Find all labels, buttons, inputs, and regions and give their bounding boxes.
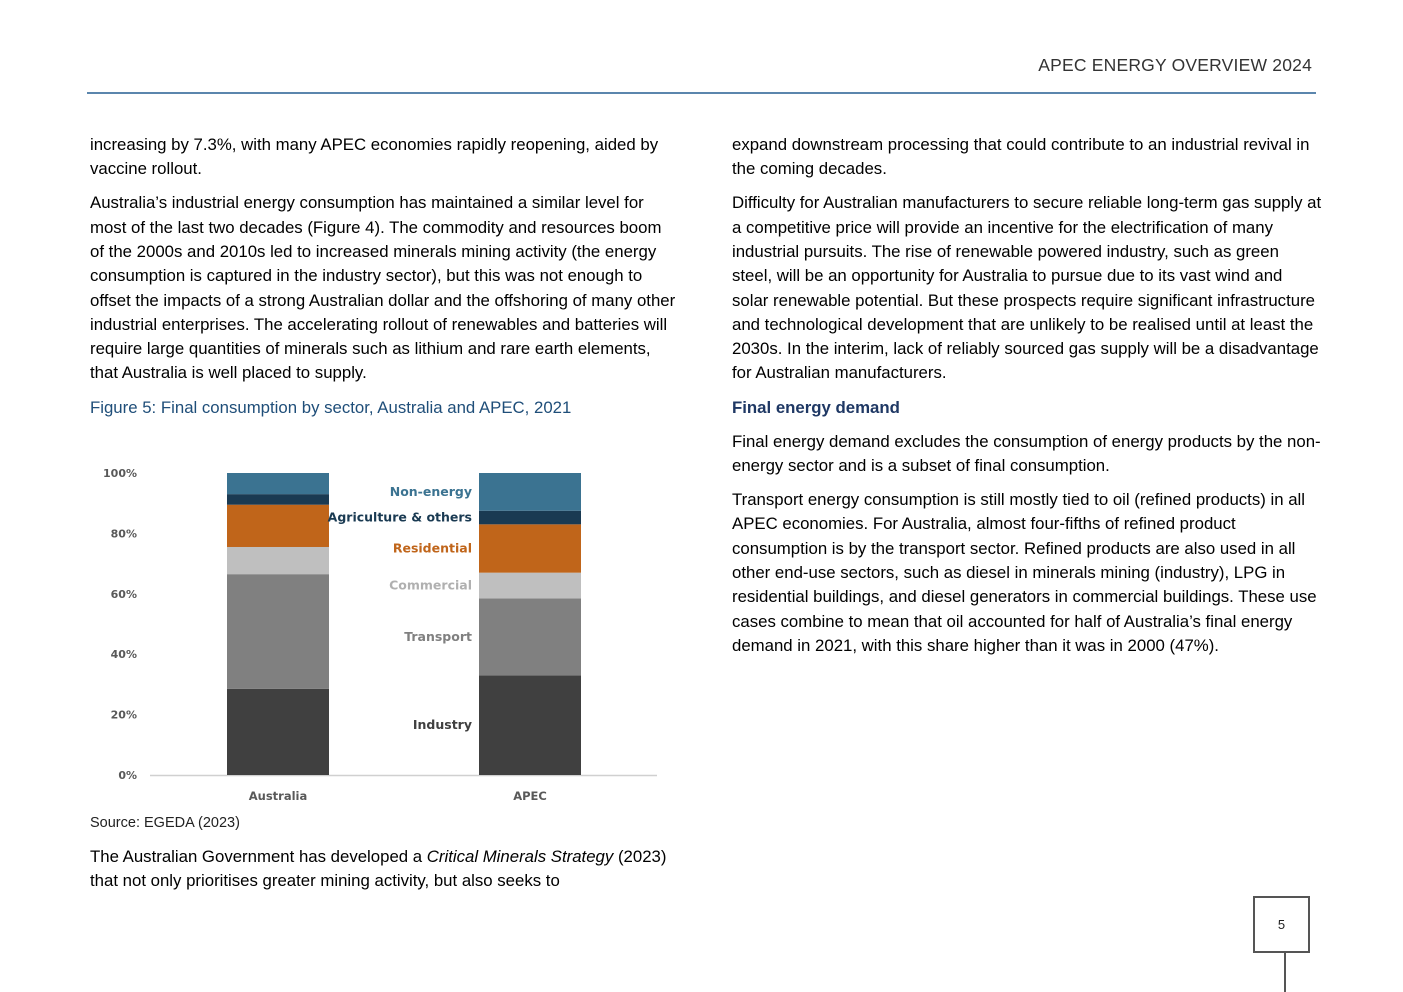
bar-segment-australia-residential	[227, 505, 329, 547]
paragraph-3-end: (2023) that not only prioritises greater mining activity, but also seeks to	[90, 847, 667, 891]
section-heading: Final energy demand	[732, 397, 900, 417]
y-tick-label: 100%	[103, 467, 137, 480]
series-label-residential: Residential	[392, 540, 472, 556]
paragraph-3-start: The Australian Government has developed a	[90, 847, 427, 866]
final-consumption-chart	[90, 458, 680, 808]
page-number: 5	[1253, 896, 1310, 953]
right-paragraph-3: Final energy demand excludes the consumption of energy products by the non-energy sector and is a subset of final consumption.	[732, 431, 1321, 475]
right-paragraph-1: expand downstream processing that could contribute to an industrial revival in the coming decades.	[732, 135, 1310, 179]
left-paragraph-1: increasing by 7.3%, with many APEC economies rapidly reopening, aided by vaccine rollout.	[90, 135, 659, 179]
y-tick-label: 20%	[110, 708, 137, 722]
left-column	[90, 133, 680, 430]
bar-segment-australia-industry	[227, 689, 329, 775]
series-label-industry: Industry	[412, 717, 472, 733]
page-number-line	[1284, 953, 1286, 992]
header-divider	[87, 92, 1316, 94]
x-tick-label: APEC	[513, 789, 547, 803]
bar-segment-australia-agriculture-others	[227, 494, 329, 505]
x-tick-label: Australia	[248, 789, 308, 803]
right-paragraph-4: Transport energy consumption is still mostly tied to oil (refined products) in all APEC economies. For Australia, almost four-fifths of refined product consumption is by the transport sector. Refined products are also used in all other end-use sectors, such as diesel in minerals mining (industry), LPG in residential buildings, and diesel generators in commercial buildings. These use cases combine to mean that oil accounted for half of Australia’s final energy demand in 2021, with this share higher than it was in 2000 (47%).	[732, 490, 1317, 655]
bar-segment-apec-commercial	[479, 573, 581, 599]
bar-segment-apec-residential	[479, 524, 581, 572]
y-tick-label: 60%	[110, 587, 137, 601]
figure-source: Source: EGEDA (2023)	[90, 815, 240, 831]
bar-segment-apec-non-energy	[479, 473, 581, 511]
left-paragraph-3	[90, 845, 680, 894]
y-tick-label: 40%	[110, 648, 137, 662]
left-paragraph-2: Australia’s industrial energy consumption has maintained a similar level for most of the last two decades (Figure 4). The commodity and resources boom of the 2000s and 2010s led to increased minerals mining activity (the energy consumption is captured in the industry sector), but this was not enough to offset the impacts of a strong Australian dollar and the offshoring of many other industrial enterprises. The accelerating rollout of renewables and batteries will require large quantities of minerals such as lithium and rare earth elements, that Australia is well placed to supply.	[90, 193, 676, 383]
report-title: APEC ENERGY OVERVIEW 2024	[1038, 55, 1312, 75]
series-label-commercial: Commercial	[389, 577, 472, 593]
bar-segment-australia-commercial	[227, 547, 329, 574]
right-paragraph-2: Difficulty for Australian manufacturers to secure reliable long-term gas supply at a competitive price will provide an incentive for the electrification of many industrial pursuits. The rise of renewable powered industry, such as green steel, will be an opportunity for Australia to pursue due to its vast wind and solar renewable potential. But these prospects require significant infrastructure and technological development that are unlikely to be realised until at least the 2030s. In the interim, lack of reliably sourced gas supply will be a disadvantage for Australian manufacturers.	[732, 193, 1322, 383]
series-label-agriculture-others: Agriculture & others	[327, 509, 472, 525]
bar-segment-australia-transport	[227, 574, 329, 689]
bar-segment-apec-agriculture-others	[479, 511, 581, 525]
series-label-transport: Transport	[404, 628, 472, 644]
y-tick-label: 80%	[110, 527, 137, 541]
bar-segment-australia-non-energy	[227, 473, 329, 494]
bar-segment-apec-transport	[479, 598, 581, 675]
figure-caption: Figure 5: Final consumption by sector, Australia and APEC, 2021	[90, 397, 572, 417]
series-label-non-energy: Non-energy	[389, 483, 472, 499]
bar-segment-apec-industry	[479, 675, 581, 775]
strategy-title: Critical Minerals Strategy	[426, 847, 614, 866]
y-tick-label: 0%	[118, 769, 137, 782]
right-column	[732, 133, 1322, 668]
